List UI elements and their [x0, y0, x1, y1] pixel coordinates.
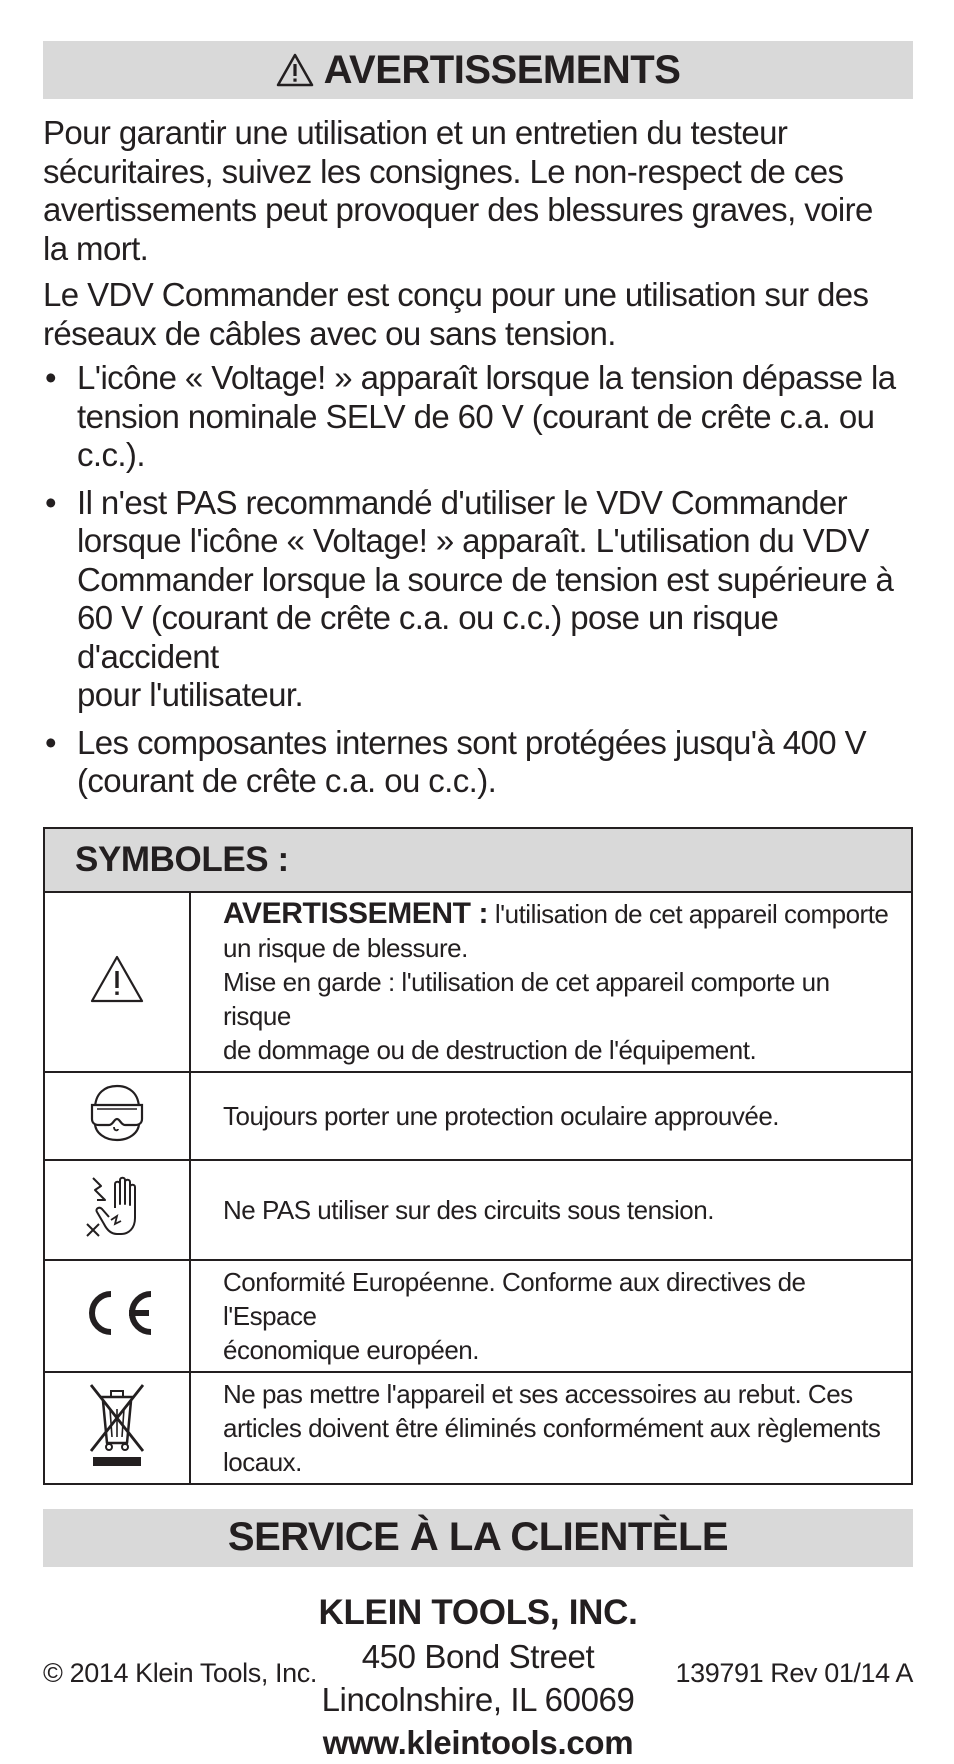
crossed-bin-icon	[87, 1381, 147, 1469]
bullet-dot: •	[45, 483, 56, 521]
text-line: Les composantes internes sont protégées jusqu'à 400 V	[77, 723, 867, 761]
text-line: 60 V (courant de crête c.a. ou c.c.) pose un risque d'accident	[77, 599, 779, 675]
list-item	[43, 359, 913, 475]
text-line: un risque de blessure.	[223, 932, 468, 963]
text-line: avertissements peut provoquer des blessures graves, voire	[43, 191, 873, 228]
manual-page	[43, 41, 913, 1764]
text-line: Ne PAS utiliser sur des circuits sous tension.	[223, 1194, 714, 1225]
warnings-bullets	[43, 359, 913, 801]
symbols-table	[43, 827, 913, 1485]
warnings-intro	[43, 114, 913, 268]
text-line: Mise en garde : l'utilisation de cet appareil comporte un risque	[223, 966, 830, 1031]
text-line: L'icône « Voltage! » apparaît lorsque la tension dépasse la	[77, 359, 896, 396]
table-row	[44, 1260, 912, 1372]
text-line: Il n'est PAS recommandé d'utiliser le VDV Commander	[77, 483, 848, 521]
text-line: lorsque l'icône « Voltage! » apparaît. L'utilisation du VDV	[77, 522, 869, 559]
company-name: KLEIN TOOLS, INC.	[318, 1592, 638, 1632]
footer	[43, 1658, 913, 1689]
text-line: réseaux de câbles avec ou sans tension.	[43, 314, 616, 352]
avertissement-label: AVERTISSEMENT :	[223, 896, 489, 930]
electric-shock-hand-icon	[85, 1174, 149, 1240]
table-row	[44, 1072, 912, 1160]
warnings-title: AVERTISSEMENTS	[323, 47, 681, 92]
street-address: 450 Bond Street	[361, 1637, 595, 1675]
bullet-dot: •	[45, 359, 56, 396]
ce-mark-icon	[77, 1288, 157, 1338]
text-line: sécuritaires, suivez les consignes. Le non-respect de ces	[43, 152, 844, 190]
safety-goggles-icon	[89, 1083, 145, 1143]
text-line: (courant de crête c.a. ou c.c.).	[77, 762, 497, 799]
website-link[interactable]: www.kleintools.com	[322, 1723, 634, 1761]
warning-triangle-icon	[89, 954, 145, 1004]
document-code: 139791 Rev 01/14 A	[675, 1658, 913, 1688]
service-banner	[43, 1509, 913, 1567]
text-line: la mort.	[43, 229, 149, 267]
text-line: articles doivent être éliminés conformément aux règlements	[223, 1412, 881, 1443]
text-line: tension nominale SELV de 60 V (courant de crête c.a. ou c.c.).	[77, 397, 875, 473]
text-line: Toujours porter une protection oculaire approuvée.	[223, 1100, 780, 1131]
text-line: économique européen.	[223, 1334, 479, 1365]
text-line: pour l'utilisateur.	[77, 676, 304, 713]
text-line: Conformité Européenne. Conforme aux directives de l'Espace	[223, 1266, 806, 1331]
symbols-header: SYMBOLES :	[44, 828, 912, 892]
service-title: SERVICE À LA CLIENTÈLE	[227, 1515, 729, 1559]
list-item	[43, 724, 913, 801]
table-row	[44, 892, 912, 1072]
copyright: © 2014 Klein Tools, Inc.	[43, 1658, 317, 1688]
text-line: de dommage ou de destruction de l'équipement.	[223, 1034, 757, 1065]
bullet-dot: •	[45, 723, 56, 761]
table-row	[44, 1372, 912, 1484]
text-line: Ne pas mettre l'appareil et ses accessoires au rebut. Ces	[223, 1378, 853, 1409]
text-line: l'utilisation de cet appareil comporte	[488, 898, 889, 929]
text-line: Commander lorsque la source de tension est supérieure à	[77, 560, 894, 598]
table-row	[44, 1160, 912, 1260]
list-item	[43, 484, 913, 715]
city-address: Lincolnshire, IL 60069	[321, 1680, 635, 1718]
text-line: Le VDV Commander est conçu pour une utilisation sur des	[43, 276, 869, 313]
warning-triangle-icon	[276, 53, 314, 87]
text-line: Pour garantir une utilisation et un entretien du testeur	[43, 114, 788, 151]
warnings-banner	[43, 41, 913, 99]
warnings-usage	[43, 276, 913, 353]
text-line: locaux.	[223, 1446, 302, 1477]
